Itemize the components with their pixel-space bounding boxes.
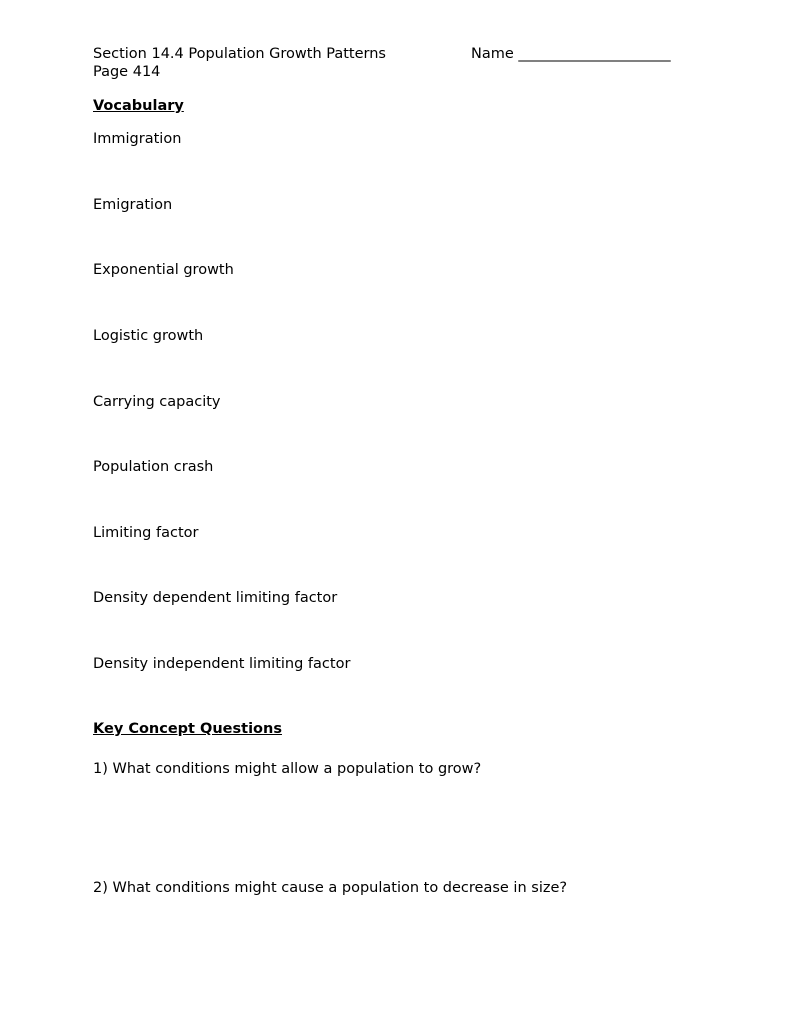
vocab-term-carrying-capacity: Carrying capacity [93,394,221,410]
name-blank-line: _____________________ [518,46,671,62]
name-field [471,46,671,63]
vocab-term-density-dependent: Density dependent limiting factor [93,590,338,606]
question-2: 2) What conditions might cause a population to decrease in size? [93,880,568,896]
vocabulary-heading: Vocabulary [93,98,184,114]
vocab-term-exponential-growth: Exponential growth [93,262,234,278]
vocab-term-logistic-growth: Logistic growth [93,328,204,344]
section-title: Section 14.4 Population Growth Patterns [93,46,386,62]
vocab-term-density-independent: Density independent limiting factor [93,656,351,672]
page-reference: Page 414 [93,64,161,80]
name-label: Name [471,46,514,62]
key-concepts-heading: Key Concept Questions [93,721,282,737]
vocab-term-limiting-factor: Limiting factor [93,525,199,541]
question-1: 1) What conditions might allow a population to grow? [93,761,482,777]
vocab-term-emigration: Emigration [93,197,173,213]
vocab-term-population-crash: Population crash [93,459,214,475]
vocab-term-immigration: Immigration [93,131,182,147]
